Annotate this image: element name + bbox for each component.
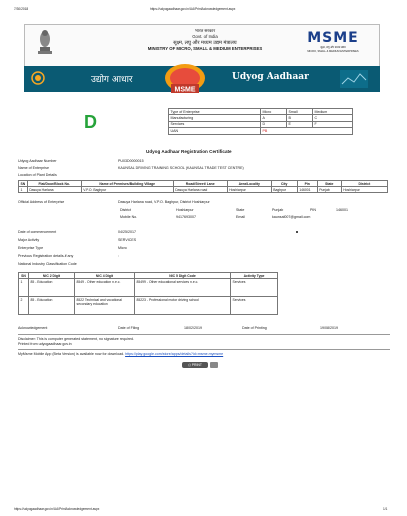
pin-value: 146001: [336, 208, 348, 212]
hindi-govt: भारत सरकार: [194, 28, 216, 33]
cursor-mark: [296, 231, 298, 233]
close-icon[interactable]: [210, 362, 218, 368]
hindi-ministry: सूक्ष्म, लघु और मध्यम उद्यम मंत्रालय: [173, 40, 237, 46]
msme-seal-icon: [163, 64, 207, 94]
previous-registration-label: Previous Registration details-if any: [18, 254, 74, 258]
filing-date-label: Date of Filing: [118, 326, 140, 330]
printing-date-label: Date of Printing: [242, 326, 267, 330]
commencement-value: 04/25/2017: [118, 230, 136, 234]
seal-label: MSME: [174, 86, 196, 94]
state-value: Punjab: [272, 208, 284, 212]
footer-divider: [18, 334, 390, 335]
previous-registration-value: :: [118, 254, 119, 258]
major-activity-value: SERVICES: [118, 238, 137, 242]
disclaimer-line1: Disclaimer: This is computer generated statement, no signature required.: [18, 337, 134, 341]
plant-details-table: SN Flat/Door/Block No. Name of Premises/Building Village Road/Street/ Lane Area/Locality City Pin State District 1 Dasuya Harlana V.P.O. Baghpur Dasuya Harlana road Hoshiarpur Baghpur 146001 Punjab Hoshiarpur: [18, 180, 388, 193]
filing-date-value: 18/02/2019: [184, 326, 202, 330]
print-url: https://udyogaadhaar.gov.in/UA/PrintAcknowledgement.aspx: [150, 7, 236, 11]
enterprise-name-value: KAUNSAL DRIVING TRAINING SCHOOL (KAUNSAL TRADE TEST CENTRE): [118, 166, 244, 170]
banner-english-title: Udyog Aadhaar: [232, 72, 309, 82]
mobile-label: Mobile No.: [120, 215, 138, 219]
footer-divider: [18, 349, 390, 350]
enterprise-type-value: Micro: [118, 246, 127, 250]
banner-hindi-title: उद्योग आधार: [91, 75, 133, 85]
enterprise-type-table: Type of Enterprise Micro Small Medium Manufacturing A B C Services D E F UAN PB: [168, 108, 353, 135]
official-address-line: Dasuya Harlana road, V.P.O. Baghpur, District Hoshiarpur: [118, 200, 210, 204]
mobile-value: 9417693007: [176, 215, 196, 219]
certificate-title: Udyog Aadhaar Registration Certificate: [146, 149, 232, 154]
nic-table: SN NIC 2 Digit NIC 4 Digit NIC 5 Digit Code Activity Type 1 85 - Education 8549 - Other education n.e.c. 85499 - Other educational services n.e.c. Services 2 85 - Education 8522 Technical and vocational secondary education 85223 - Professional motor driving school Services: [18, 272, 278, 315]
ministry-text: [120, 28, 290, 52]
email-label: Email: [236, 215, 245, 219]
app-notice: MyMsme Mobile App (Beta Version) is available now for download. https://play.google.com/store/apps/details?id=msme.mymsme: [18, 352, 224, 356]
uan-value: PU03D0000015: [118, 159, 144, 163]
official-address-label: Official Address of Enterprise: [18, 200, 65, 204]
enterprise-type-label: Enterprise Type: [18, 246, 44, 250]
uan-label: Udyog Aadhaar Number: [18, 159, 57, 163]
print-button[interactable]: ⎙ PRINT: [182, 362, 208, 368]
acknowledgement-label: Acknowledgement: [18, 326, 48, 330]
page-number: 1/1: [383, 507, 388, 511]
district-label: District: [120, 208, 131, 212]
national-emblem-icon: [36, 27, 54, 57]
state-label: State: [236, 208, 245, 212]
printing-date-value: 19/08/2019: [320, 326, 338, 330]
enterprise-grade: D: [84, 112, 97, 132]
district-value: Hoshiarpur: [176, 208, 194, 212]
table-row: 2 85 - Education 8522 Technical and vocational secondary education 85223 - Professional motor driving school Services: [19, 297, 278, 315]
table-row: 1 85 - Education 8549 - Other education n.e.c. 85499 - Other educational services n.e.c. Services: [19, 279, 278, 297]
footer-url: https://udyogaadhaar.gov.in/UA/PrintAcknowledgement.aspx: [14, 507, 100, 511]
printer-icon: ⎙: [188, 363, 191, 367]
msme-logo: MSME सूक्ष्म, लघु और मध्यम उद्यम MICRO, SMALL & MEDIUM ENTERPRISES: [307, 30, 359, 53]
pin-label: PIN: [310, 208, 316, 212]
app-download-link[interactable]: https://play.google.com/store/apps/details?id=msme.mymsme: [125, 352, 224, 356]
print-date: 7/30/2018: [14, 7, 29, 11]
disclaimer-line2: Printed from udyogaadhaar.gov.in: [18, 342, 72, 346]
udyog-aadhaar-logo-icon: [30, 68, 46, 88]
govt-of-india: Govt. of India: [192, 34, 218, 39]
table-row: 1 Dasuya Harlana V.P.O. Baghpur Dasuya Harlana road Hoshiarpur Baghpur 146001 Punjab Hoshiarpur: [19, 187, 388, 193]
email-value: kaunsal007@gmail.com: [272, 215, 311, 219]
major-activity-label: Major Activity: [18, 238, 40, 242]
banner-graphic-icon: [340, 70, 368, 88]
enterprise-name-label: Name of Enterprise: [18, 166, 49, 170]
nic-label: National Industry Classification Code: [18, 262, 77, 266]
commencement-label: Date of commencement: [18, 230, 57, 234]
plant-location-label: Location of Plant Details: [18, 173, 57, 177]
ministry-name: MINISTRY OF MICRO, SMALL & MEDIUM ENTERPRISES: [147, 46, 263, 51]
